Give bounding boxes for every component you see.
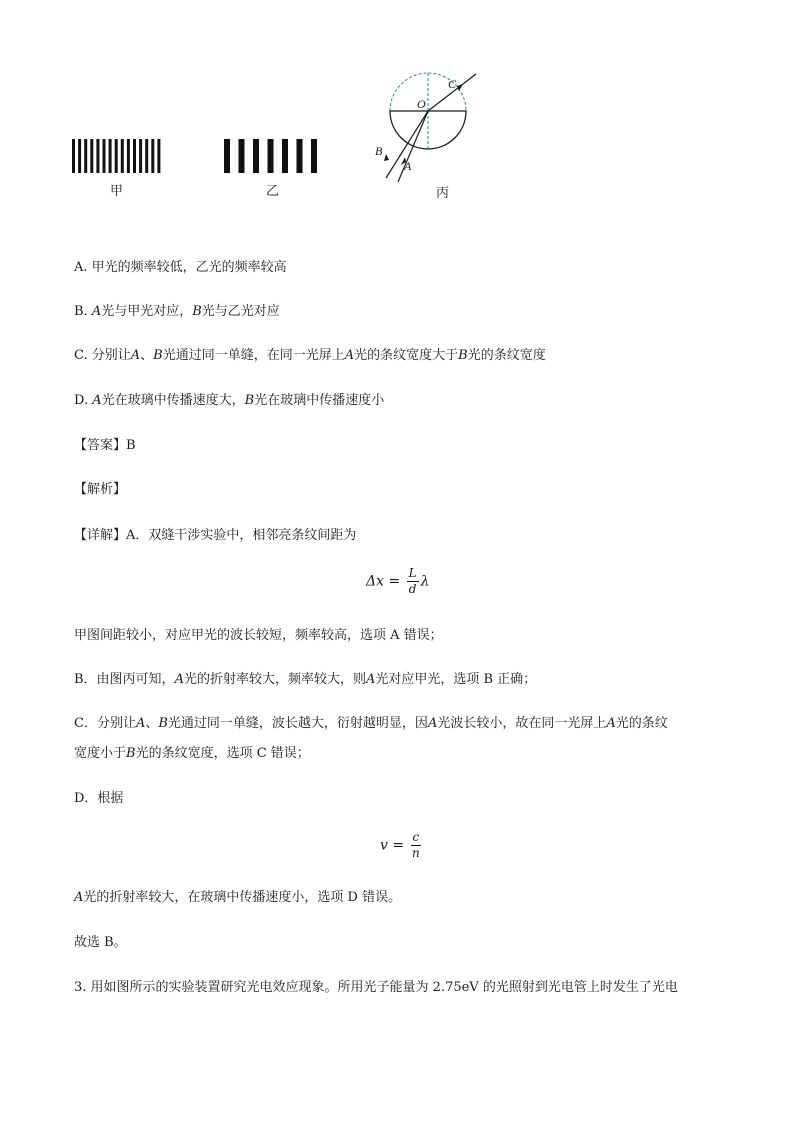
yi-fringe-bar xyxy=(239,139,245,173)
ray-b-label: B xyxy=(375,144,383,158)
option-c: C. 分别让A、B光通过同一单缝，在同一光屏上A光的条纹宽度大于B光的条纹宽度 xyxy=(74,348,546,363)
jia-fringe-bar xyxy=(96,139,99,173)
jia-fringe-bar xyxy=(145,139,148,173)
yi-fringe-bar xyxy=(282,139,288,173)
point-o-label: O xyxy=(417,97,426,111)
ray-c-label: C xyxy=(448,77,457,91)
arrow-b xyxy=(384,154,389,161)
formula-speed: v = $\frac{c}{n}$ xyxy=(380,830,420,860)
answer-line: 【答案】B xyxy=(74,438,136,453)
jia-fringe-bar xyxy=(103,139,106,173)
refraction-diagram xyxy=(360,64,490,186)
yi-fringe-bar xyxy=(253,139,259,173)
formula-fringe-spacing: Δx = $\frac{L}{d}$ λ xyxy=(366,566,430,596)
jia-fringe-bar xyxy=(90,139,93,173)
detail-a-line: 甲图间距较小，对应甲光的波长较短，频率较高，选项 A 错误； xyxy=(74,628,443,643)
fringe-pattern-yi xyxy=(224,139,324,173)
jia-fringe-bar xyxy=(109,139,112,173)
figure-label-yi: 乙 xyxy=(266,184,280,199)
jia-fringe-bar xyxy=(127,139,130,173)
detail-c-line-2: 宽度小于B光的条纹宽度，选项 C 错误； xyxy=(74,746,310,761)
option-d: D. A光在玻璃中传播速度大，B光在玻璃中传播速度小 xyxy=(74,393,385,408)
jia-fringe-bar xyxy=(121,139,124,173)
next-question-line: 3. 用如图所示的实验装置研究光电效应现象。所用光子能量为 2.75eV 的光照射到光电管上时发生了光电 xyxy=(74,980,678,995)
ray-a-label: A xyxy=(404,159,412,173)
option-a: A. 甲光的频率较低，乙光的频率较高 xyxy=(74,260,287,275)
analysis-heading: 【解析】 xyxy=(74,482,127,497)
jia-fringe-bar xyxy=(72,139,75,173)
conclusion-line: 故选 B。 xyxy=(74,935,127,950)
ray-a xyxy=(398,111,428,182)
jia-fringe-bar xyxy=(78,139,81,173)
yi-fringe-bar xyxy=(297,139,303,173)
yi-fringe-bar xyxy=(268,139,274,173)
yi-fringe-bar xyxy=(224,139,230,173)
detail-a-intro: 【详解】A．双缝干涉实验中，相邻亮条纹间距为 xyxy=(74,528,357,543)
jia-fringe-bar xyxy=(115,139,118,173)
detail-c-line-1: C．分别让A、B光通过同一单缝，波长越大，衍射越明显，因A光波长较小，故在同一光屏上A光的条纹 xyxy=(74,716,668,731)
jia-fringe-bar xyxy=(157,139,160,173)
figure-label-bing: 丙 xyxy=(436,186,450,201)
jia-fringe-bar xyxy=(151,139,154,173)
detail-d-intro: D．根据 xyxy=(74,791,124,806)
detail-b-line: B．由图丙可知，A光的折射率较大，频率较大，则A光对应甲光，选项 B 正确； xyxy=(74,672,537,687)
yi-fringe-bar xyxy=(311,139,317,173)
fringe-pattern-jia xyxy=(72,139,164,173)
jia-fringe-bar xyxy=(84,139,87,173)
jia-fringe-bar xyxy=(133,139,136,173)
figure-label-jia: 甲 xyxy=(110,184,124,199)
detail-d-line: A光的折射率较大，在玻璃中传播速度小，选项 D 错误。 xyxy=(74,890,402,905)
jia-fringe-bar xyxy=(139,139,142,173)
option-b: B. A光与甲光对应，B光与乙光对应 xyxy=(74,304,280,319)
